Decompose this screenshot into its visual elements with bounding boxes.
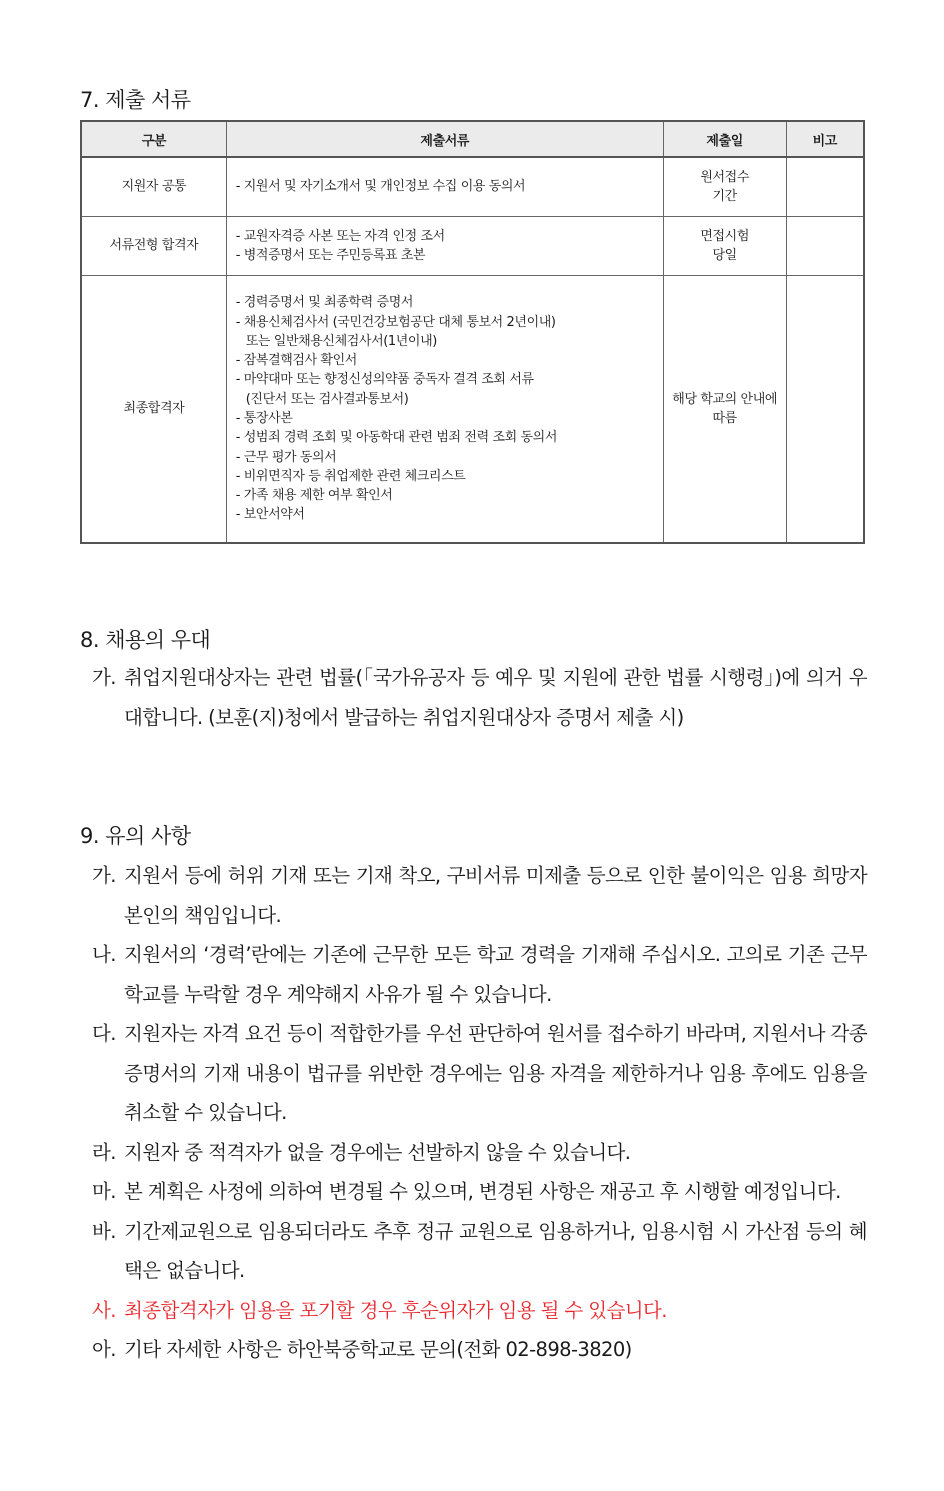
item-text: 지원자는 자격 요건 등이 적합한가를 우선 판단하여 원서를 접수하기 바라며, 지원서나 각종 증명서의 기재 내용이 법규를 위반한 경우에는 임용 자격을 제한하거나 임용 후에도 임용을 취소할 수 있습니다. — [124, 1022, 867, 1124]
item-marker: 나. — [92, 943, 116, 966]
date-line: 기간 — [712, 189, 737, 204]
item-marker: 라. — [92, 1140, 116, 1164]
date-line: 따름 — [712, 411, 737, 426]
item-marker: 가. — [92, 666, 116, 689]
document-item: - 병적증명서 또는 주민등록표 초본 — [235, 248, 426, 263]
list-item-highlighted — [92, 1291, 867, 1331]
document-item: - 비위면직자 등 취업제한 관련 체크리스트 — [235, 468, 466, 484]
item-text: 기타 자세한 사항은 하안북중학교로 문의(전화 02-898-3820) — [124, 1338, 632, 1361]
document-item: - 성범죄 경력 조회 및 아동학대 관련 범죄 전력 조회 동의서 — [235, 430, 557, 446]
document-item: - 경력증명서 및 최종학력 증명서 — [235, 295, 414, 311]
preference-list — [92, 658, 867, 737]
item-marker: 마. — [92, 1180, 116, 1203]
row-category: 지원자 공통 — [81, 157, 226, 217]
document-item: - 마약대마 또는 향정신성의약품 중독자 결격 조회 서류 — [235, 372, 534, 388]
table-row — [81, 217, 864, 276]
item-text: 기간제교원으로 임용되더라도 추후 정규 교원으로 임용하거나, 임용시험 시 가산점 등의 혜택은 없습니다. — [124, 1219, 867, 1282]
document-item: - 가족 채용 제한 여부 확인서 — [235, 488, 393, 504]
item-marker: 다. — [92, 1022, 116, 1045]
table-header-row — [81, 121, 864, 157]
notice-list — [92, 856, 867, 1370]
header-documents: 제출서류 — [226, 121, 663, 157]
header-category: 구분 — [81, 121, 226, 157]
section-9-title: 9. 유의 사항 — [80, 824, 191, 848]
item-marker: 아. — [92, 1338, 116, 1361]
item-text: 지원자 중 적격자가 없을 경우에는 선발하지 않을 수 있습니다. — [124, 1140, 631, 1164]
row-date — [663, 276, 786, 544]
list-item — [92, 856, 867, 935]
list-item — [92, 1330, 867, 1370]
row-category: 서류전형 합격자 — [81, 217, 226, 276]
header-submission-date: 제출일 — [663, 121, 786, 157]
row-category: 최종합격자 — [81, 276, 226, 544]
row-documents — [226, 157, 663, 217]
list-item — [92, 1212, 867, 1291]
item-text: 지원서 등에 허위 기재 또는 기재 착오, 구비서류 미제출 등으로 인한 불이익은 임용 희망자 본인의 책임입니다. — [124, 864, 867, 927]
item-marker: 바. — [92, 1219, 116, 1243]
row-note — [786, 157, 864, 217]
date-line: 면접시험 — [700, 228, 749, 244]
date-line: 원서접수 — [700, 169, 749, 185]
document-item: - 지원서 및 자기소개서 및 개인정보 수집 이용 동의서 — [235, 179, 526, 195]
item-marker: 가. — [92, 864, 116, 887]
document-item: 또는 일반채용신체검사서(1년이내) — [245, 333, 437, 349]
date-line: 당일 — [712, 248, 737, 263]
item-text: 지원서의 ‘경력’란에는 기존에 근무한 모든 학교 경력을 기재해 주십시오. 고의로 기존 근무학교를 누락할 경우 계약해지 사유가 될 수 있습니다. — [124, 943, 867, 1006]
row-note — [786, 217, 864, 276]
date-line: 해당 학교의 안내에 — [672, 391, 778, 407]
submission-documents-table — [80, 120, 865, 544]
list-item — [92, 1133, 867, 1173]
document-item: (진단서 또는 검사결과통보서) — [245, 391, 409, 407]
item-text: 본 계획은 사정에 의하여 변경될 수 있으며, 변경된 사항은 재공고 후 시행할 예정입니다. — [124, 1180, 841, 1203]
list-item — [92, 1172, 867, 1212]
section-7-title: 7. 제출 서류 — [80, 88, 191, 112]
document-item: - 잠복결핵검사 확인서 — [235, 353, 357, 369]
row-note — [786, 276, 864, 544]
header-note: 비고 — [786, 121, 864, 157]
list-item — [92, 935, 867, 1014]
list-item — [92, 1014, 867, 1133]
item-text: 최종합격자가 임용을 포기할 경우 후순위자가 임용 될 수 있습니다. — [124, 1298, 667, 1322]
document-item: - 보안서약서 — [235, 507, 305, 523]
list-item — [92, 658, 867, 737]
item-marker: 사. — [92, 1298, 116, 1322]
document-item: - 채용신체검사서 (국민건강보험공단 대체 통보서 2년이내) — [235, 314, 556, 330]
table-row — [81, 157, 864, 217]
item-text: 취업지원대상자는 관련 법률(「국가유공자 등 예우 및 지원에 관한 법률 시행령」)에 의거 우대합니다. (보훈(지)청에서 발급하는 취업지원대상자 증명서 제출 시) — [124, 666, 867, 729]
document-item: - 교원자격증 사본 또는 자격 인정 조서 — [235, 228, 445, 244]
row-documents — [226, 276, 663, 544]
table-row — [81, 276, 864, 544]
document-item: - 근무 평가 동의서 — [235, 449, 337, 465]
row-documents — [226, 217, 663, 276]
row-date — [663, 157, 786, 217]
document-item: - 통장사본 — [235, 411, 293, 426]
section-8-title: 8. 채용의 우대 — [80, 628, 211, 652]
row-date — [663, 217, 786, 276]
